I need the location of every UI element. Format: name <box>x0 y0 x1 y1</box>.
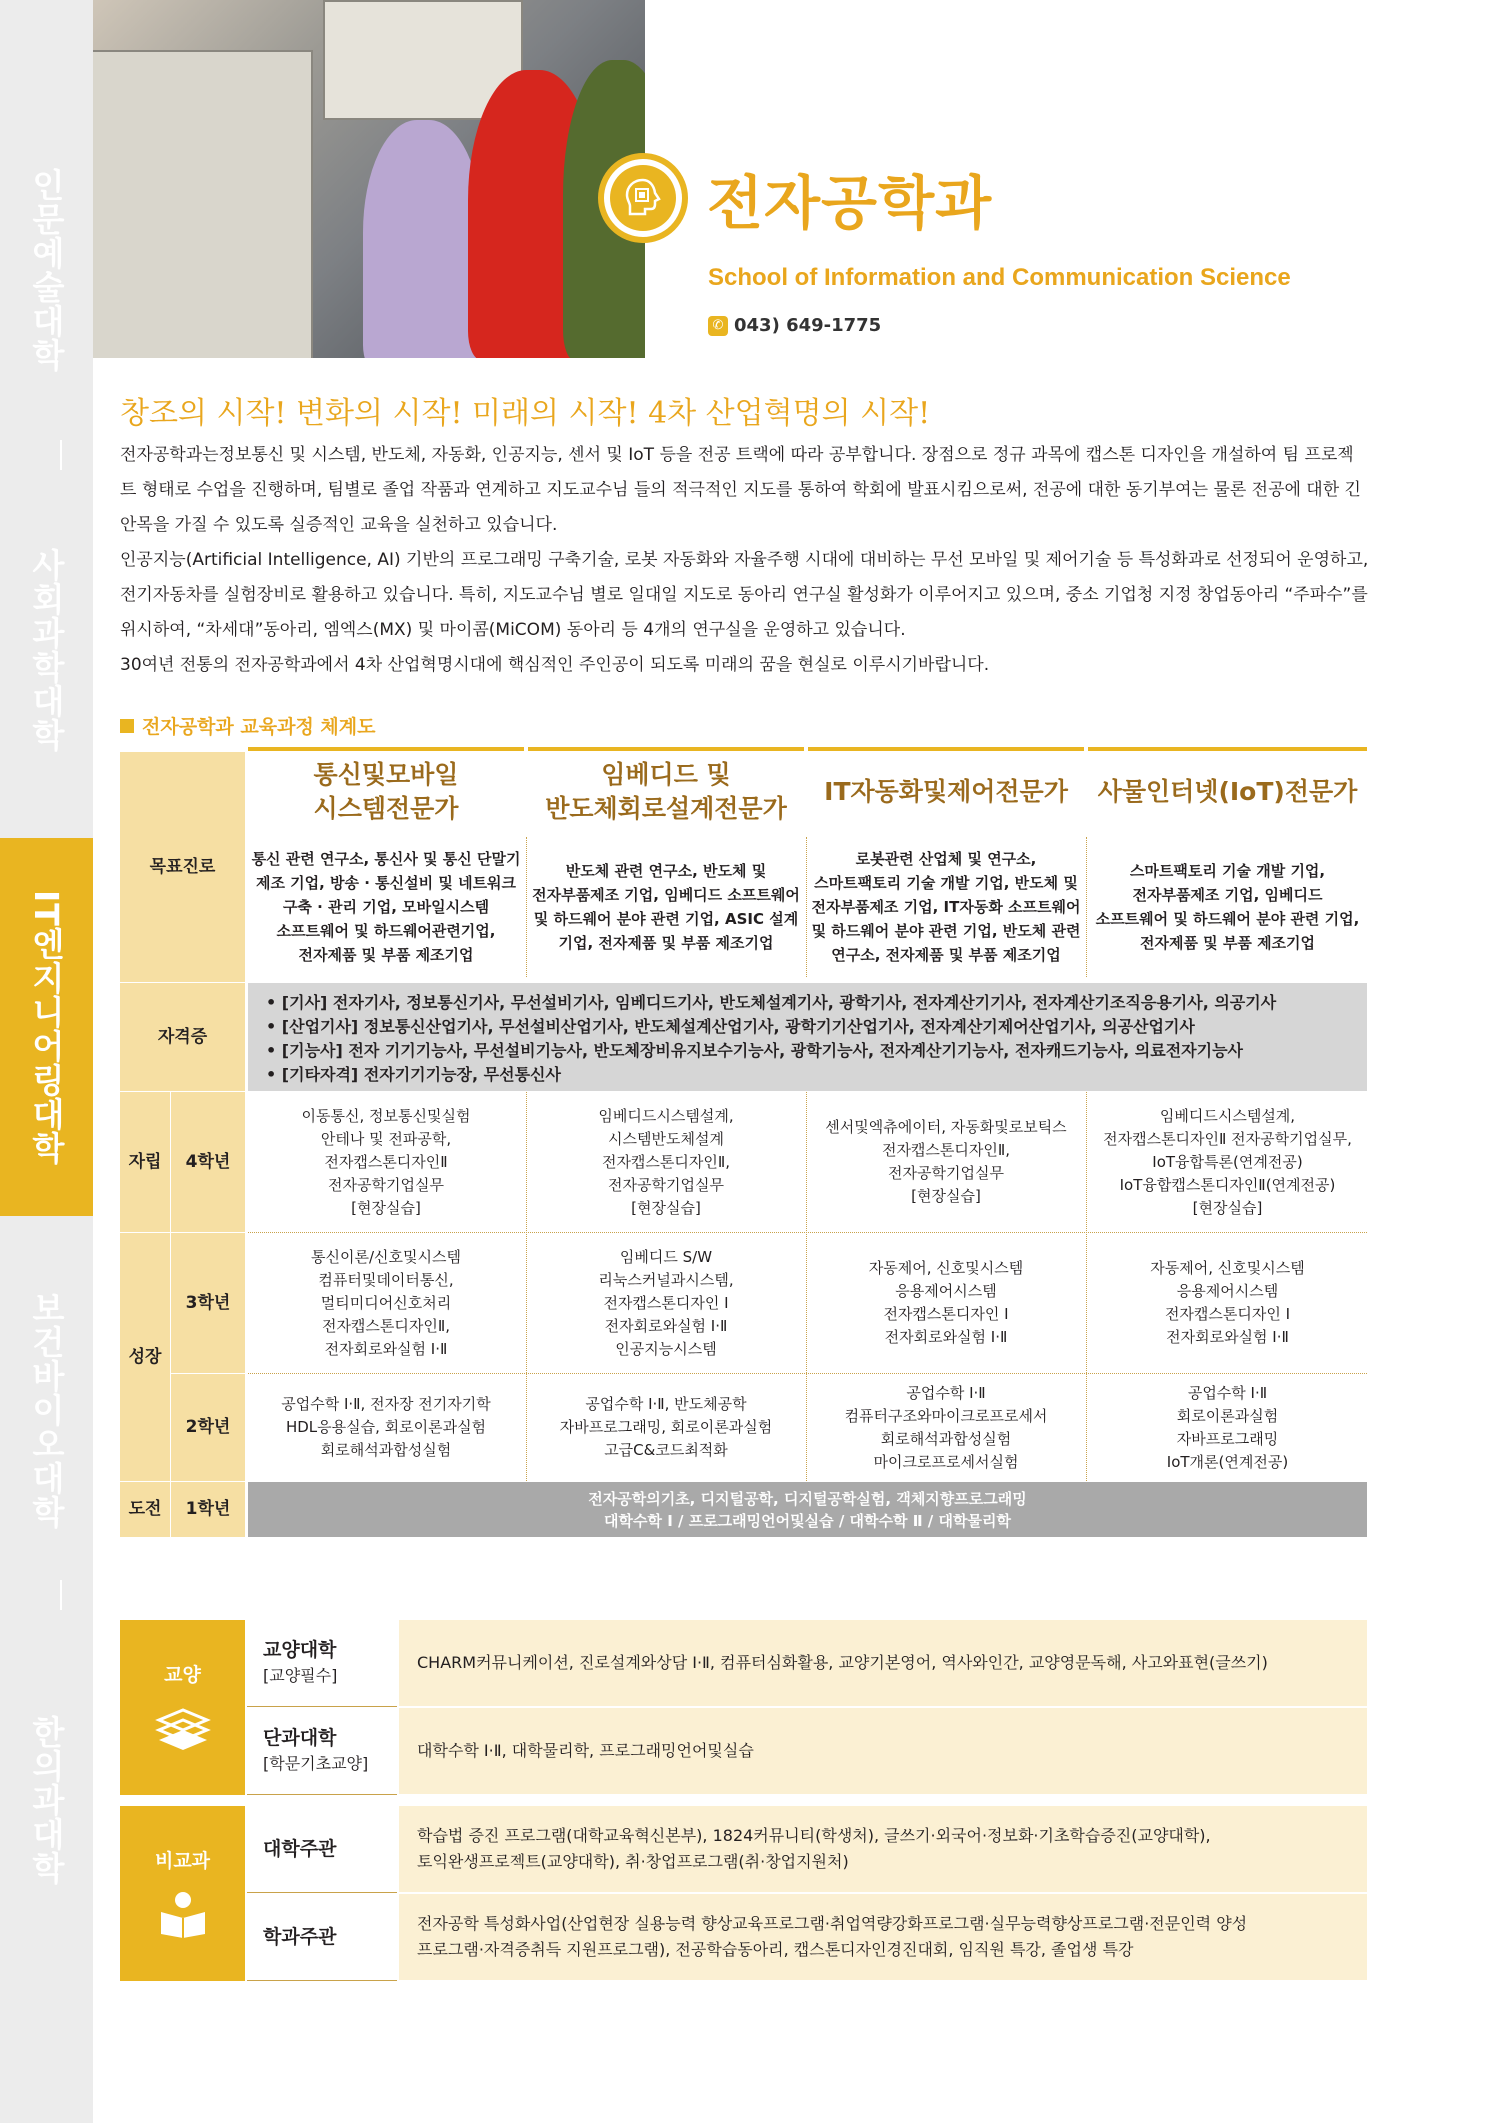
label-cert: 자격증 <box>120 983 245 1091</box>
y4-embedded: 임베디드시스템설계, 시스템반도체설계 전자캡스톤디자인Ⅱ, 전자공학기업실무 [현장실습] <box>598 1106 734 1217</box>
y3-embedded: 임베디드 S/W 리눅스커널과시스템, 전자캡스톤디자인 Ⅰ 전자회로와실험 Ⅰ·Ⅱ 인공지능시스템 <box>598 1247 734 1358</box>
column-divider <box>806 1092 807 1481</box>
professor-figure <box>363 120 483 358</box>
y3-communication: 통신이론/신호및시스템 컴퓨터및데이터통신, 멀티미디어신호처리 전자캡스톤디자인Ⅱ, 전자회로와실험 Ⅰ·Ⅱ <box>311 1247 461 1358</box>
row-divider <box>248 1373 1367 1374</box>
intro-text <box>120 438 1370 683</box>
y2-automation: 공업수학 Ⅰ·Ⅱ 컴퓨터구조와마이크로프로세서 회로해석과합성실험 마이크로프로세서실험 <box>844 1383 1048 1471</box>
label-year3: 3학년 <box>171 1233 245 1373</box>
label-year1: 1학년 <box>171 1482 245 1537</box>
row-value-university-host: 학습법 증진 프로그램(대학교육혁신본부), 1824커뮤니티(학생처), 글쓰기·외국어·정보화·기초학습증진(교양대학), 토익완생프로젝트(교양대학), 취·창업프로그램(취·창업지원처) <box>399 1806 1367 1892</box>
column-divider <box>526 837 527 977</box>
sidebar-tab-it-engineering[interactable]: IT엔지니어링대학 <box>0 838 93 1216</box>
label-growth: 성장 <box>120 1233 170 1481</box>
y4-iot: 임베디드시스템설계, 전자캡스톤디자인Ⅱ 전자공학기업실무, IoT융합특론(연계전공) IoT융합캡스톤디자인Ⅱ(연계전공) [현장실습] <box>1103 1106 1352 1217</box>
goal-communication: 통신 관련 연구소, 통신사 및 통신 단말기 제조 기업, 방송 · 통신설비 및 네트워크 구축 · 관리 기업, 모바일시스템 소프트웨어 및 하드웨어관련기업, 전자제품 및 부품 제조기업 <box>251 850 521 964</box>
sidebar-divider <box>60 1580 62 1610</box>
row-name-liberal-college <box>247 1620 397 1707</box>
cert-line: • [산업기사] 정보통신산업기사, 무선설비산업기사, 반도체설계산업기사, 광학기기산업기사, 전자계산기제어산업기사, 의공산업기사 <box>266 1017 1195 1036</box>
row-divider <box>248 1232 1367 1233</box>
curriculum-title <box>120 712 375 739</box>
row-name-college <box>247 1708 397 1795</box>
college-sidebar <box>0 0 93 2123</box>
category-label: 비교과 <box>154 1849 211 1872</box>
curriculum-table <box>120 747 1367 1547</box>
phone-text: 043) 649-1775 <box>734 315 882 336</box>
row-name: 교양대학 <box>263 1639 337 1661</box>
y4-automation: 센서및엑츄에이터, 자동화및로보틱스 전자캡스톤디자인Ⅱ, 전자공학기업실무 [현장실습] <box>825 1118 1067 1205</box>
cert-line: • [기사] 전자기사, 정보통신기사, 무선설비기사, 임베디드기사, 반도체설계기사, 광학기사, 전자계산기기사, 전자계산기조직응용기사, 의공기사 <box>266 993 1277 1012</box>
books-icon <box>155 1704 211 1754</box>
sidebar-tab-health-bio[interactable]: 보건바이오대학 <box>27 1291 66 1529</box>
y2-iot: 공업수학 Ⅰ·Ⅱ 회로이론과실험 자바프로그래밍 IoT개론(연계전공) <box>1166 1383 1289 1471</box>
department-title: 전자공학과 <box>707 169 993 237</box>
track-header-iot: 사물인터넷(IoT)전문가 <box>1088 747 1367 833</box>
category-extracurricular <box>120 1806 245 1981</box>
track-header-automation: IT자동화및제어전문가 <box>808 747 1084 833</box>
label-year4: 4학년 <box>171 1092 245 1232</box>
y2-communication: 공업수학 Ⅰ·Ⅱ, 전자장 전기자기학 HDL응용실습, 회로이론과실험 회로해석과합성실험 <box>281 1395 491 1459</box>
phone-number <box>708 315 881 336</box>
y3-iot: 자동제어, 신호및시스템 응용제어시스템 전자캡스톤디자인 Ⅰ 전자회로와실험 Ⅰ·Ⅱ <box>1150 1259 1305 1346</box>
lab-photo <box>93 0 645 358</box>
row-name: 학과주관 <box>263 1926 337 1948</box>
row-value-liberal-college: CHARM커뮤니케이션, 진로설계와상담 Ⅰ·Ⅱ, 컴퓨터심화활용, 교양기본영어, 역사와인간, 교양영문독해, 사고와표현(글쓰기) <box>399 1620 1367 1706</box>
sidebar-tab-social-science[interactable]: 사회과학대학 <box>27 548 66 752</box>
intro-paragraph: 인공지능(Artificial Intelligence, AI) 기반의 프로그래밍 구축기술, 로봇 자동화와 자율주행 시대에 대비하는 무선 모바일 및 제어기술 등 특성화과로 선정되어 운영하고, 전기자동차를 실험장비로 활용하고 있습니다. 특히, 지도교수님 별로 일대일 지도로 동아리 연구실 활성화가 이루어지고 있으며, 중소 기업청 지정 창업동아리 “주파수”를 위시하여, “차세대”동아리, 엠엑스(MX) 및 마이콤(MiCOM) 동아리 등 4개의 연구실을 운영하고 있습니다. <box>120 550 1369 640</box>
y3-automation: 자동제어, 신호및시스템 응용제어시스템 전자캡스톤디자인 Ⅰ 전자회로와실험 Ⅰ·Ⅱ <box>868 1259 1024 1346</box>
bullet-square-icon <box>120 719 134 733</box>
label-challenge: 도전 <box>120 1482 170 1537</box>
sidebar-divider <box>60 440 62 470</box>
row-note: [교양필수] <box>263 1666 338 1685</box>
cert-line: • [기타자격] 전자기기기능장, 무선통신사 <box>266 1065 561 1084</box>
row-name-university-host <box>247 1806 397 1893</box>
track-header-embedded: 임베디드 및 반도체회로설계전문가 <box>528 747 804 833</box>
column-divider <box>1086 837 1087 977</box>
intro-headline: 창조의 시작! 변화의 시작! 미래의 시작! 4차 산업혁명의 시작! <box>120 396 931 431</box>
curriculum-title-text: 전자공학과 교육과정 체계도 <box>142 716 376 738</box>
row-name: 단과대학 <box>263 1727 337 1749</box>
row-note: [학문기초교양] <box>263 1754 369 1773</box>
department-english-name: School of Information and Communication Science <box>708 264 1291 291</box>
intro-paragraph: 전자공학과는정보통신 및 시스템, 반도체, 자동화, 인공지능, 센서 및 IoT 등을 전공 트랙에 따라 공부합니다. 장점으로 정규 과목에 캡스톤 디자인을 개설하여 팀 프로젝트 형태로 수업을 진행하며, 팀별로 졸업 작품과 연계하고 지도교수님 들의 적극적인 지도를 통하여 학회에 발표시킴으로써, 전공에 대한 동기부여는 물론 전공에 대한 긴 안목을 가질 수 있도록 실증적인 교육을 실천하고 있습니다. <box>120 445 1361 535</box>
intro-paragraph: 30여년 전통의 전자공학과에서 4차 산업혁명시대에 핵심적인 주인공이 되도록 미래의 꿈을 현실로 이루시기바랍니다. <box>120 655 990 675</box>
label-independence: 자립 <box>120 1092 170 1232</box>
y2-embedded: 공업수학 Ⅰ·Ⅱ, 반도체공학 자바프로그래밍, 회로이론과실험 고급C&코드최적화 <box>559 1395 773 1459</box>
column-divider <box>526 1092 527 1481</box>
equipment-rack <box>93 50 313 358</box>
y1-common: 전자공학의기초, 디지털공학, 디지털공학실험, 객체지향프로그래밍 대학수학 Ⅰ / 프로그래밍언어및실습 / 대학수학 Ⅱ / 대학물리학 <box>248 1482 1367 1537</box>
cert-line: • [기능사] 전자 기기기능사, 무선설비기능사, 반도체장비유지보수기능사, 광학기능사, 전자계산기기능사, 전자캐드기능사, 의료전자기능사 <box>266 1041 1243 1060</box>
row-name: 대학주관 <box>263 1838 337 1860</box>
brain-chip-icon <box>598 153 688 243</box>
y4-communication: 이동통신, 정보통신및실험 안테나 및 전파공학, 전자캡스톤디자인Ⅱ 전자공학기업실무 [현장실습] <box>301 1106 471 1217</box>
goal-iot: 스마트팩토리 기술 개발 기업, 전자부품제조 기업, 임베디드 소프트웨어 및 하드웨어 분야 관련 기업, 전자제품 및 부품 제조기업 <box>1095 862 1360 952</box>
reading-person-icon <box>158 1890 208 1940</box>
column-divider <box>1086 1092 1087 1481</box>
row-value-college: 대학수학 Ⅰ·Ⅱ, 대학물리학, 프로그래밍언어및실습 <box>399 1708 1367 1794</box>
column-divider <box>806 837 807 977</box>
sidebar-tab-oriental-medicine[interactable]: 한의과대학 <box>27 1715 66 1885</box>
track-header-communication: 통신및모바일 시스템전문가 <box>248 747 524 833</box>
label-goal: 목표진로 <box>120 752 245 982</box>
label-year2: 2학년 <box>171 1374 245 1481</box>
row-value-department-host: 전자공학 특성화사업(산업현장 실용능력 향상교육프로그램·취업역량강화프로그램·실무능력향상프로그램·전문인력 양성 프로그램·자격증취득 지원프로그램), 전공학습동아리, 캡스톤디자인경진대회, 임직원 특강, 졸업생 특강 <box>399 1894 1367 1980</box>
certification-list <box>248 983 1367 1091</box>
goal-embedded: 반도체 관련 연구소, 반도체 및 전자부품제조 기업, 임베디드 소프트웨어 및 하드웨어 분야 관련 기업, ASIC 설계 기업, 전자제품 및 부품 제조기업 <box>532 862 800 952</box>
category-label: 교양 <box>164 1663 201 1686</box>
row-name-department-host <box>247 1894 397 1981</box>
goal-automation: 로봇관련 산업체 및 연구소, 스마트팩토리 기술 개발 기업, 반도체 및 전자부품제조 기업, IT자동화 소프트웨어 및 하드웨어 분야 관련 기업, 반도체 관련 연구소, 전자제품 및 부품 제조기업 <box>811 850 1081 964</box>
category-liberal-arts <box>120 1620 245 1795</box>
phone-icon: ✆ <box>708 316 728 336</box>
sidebar-tab-humanities[interactable]: 인문예술대학 <box>27 168 66 372</box>
